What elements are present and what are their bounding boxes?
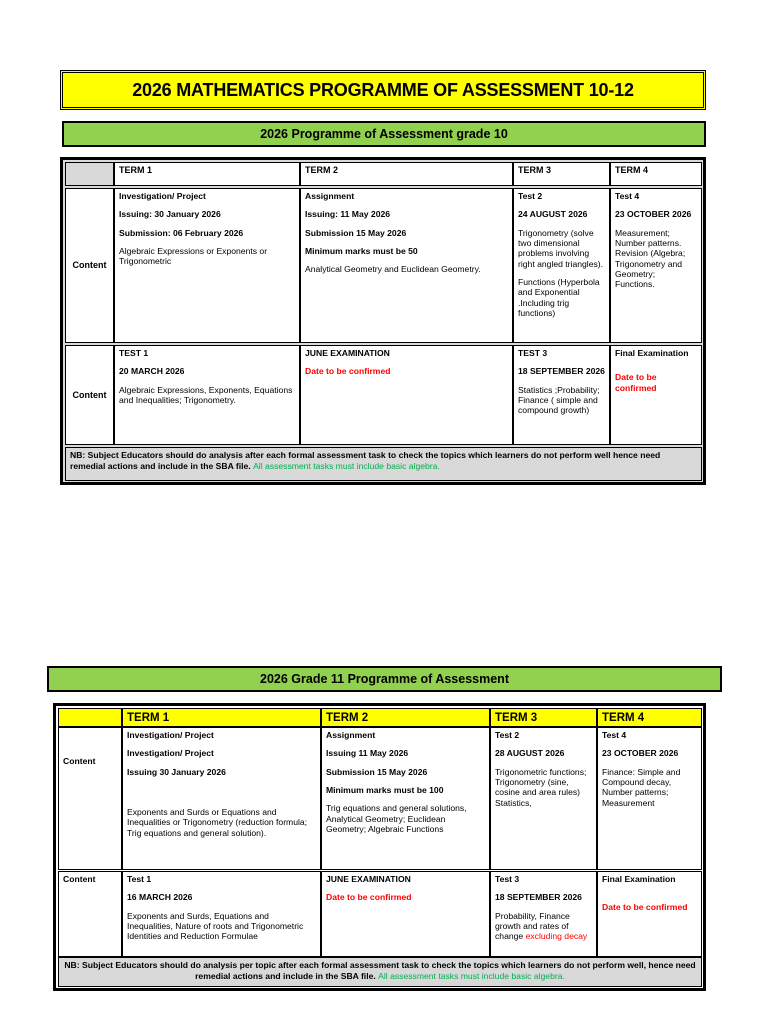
task-name: Final Examination [615,348,689,358]
submission-date: Submission: 06 February 2026 [119,227,244,238]
topics [495,911,592,942]
task-name: Test 2 [495,730,520,740]
task-name: Test 2 [518,191,543,201]
minimum-marks: Minimum marks must be 100 [326,784,444,795]
issue-date: Issuing: 30 January 2026 [119,209,221,220]
g11-term3-task [490,727,597,870]
g11-term1-test [122,871,321,957]
topics: Statistics ;Probability; Finance ( simple and compound growth) [518,384,600,416]
task-date: 23 OCTOBER 2026 [615,209,692,220]
date-note: Date to be confirmed [305,366,391,377]
task-date: 28 AUGUST 2026 [495,748,565,759]
task-name: Investigation/ Project [119,191,206,201]
topics: Algebraic Expressions, Exponents, Equations and Inequalities; Trigonometry. [119,384,293,405]
topics-excluded: excluding decay [525,931,588,942]
g11-term2-test [321,871,490,957]
task-name: Assignment [326,730,376,740]
task-date: 20 MARCH 2026 [119,366,185,377]
topics: Trigonometry (solve two dimensional problems involving right angled triangles). [518,227,604,269]
topics-2: Functions (Hyperbola and Exponential .Including trig functions) [518,276,600,318]
header-term2: TERM 2 [321,708,490,727]
task-name: TEST 3 [518,348,548,358]
topics: Exponents and Surds, Equations and Inequalities, Nature of roots and Trigonometric Identities and Reduction Formulae [127,910,304,942]
topics-text: Probability, Finance growth and rates of change [495,910,570,942]
g10-term4-task [610,188,702,343]
task-date: 18 SEPTEMBER 2026 [518,366,605,377]
task-name: TEST 1 [119,348,149,358]
header-term1: TERM 1 [122,708,321,727]
date-note: Date to be confirmed [326,892,412,903]
task-name: Test 1 [127,874,152,884]
g11-term3-test [490,871,597,957]
nb-text: NB: Subject Educators should do analysis per topic after each formal assessment task to check the topics which learners do not perform well, hence need remedial actions and include in the SBA file. [64,960,696,981]
g11-term4-task [597,727,702,870]
grade11-title: 2026 Grade 11 Programme of Assessment [47,666,722,692]
g10-term4-test [610,345,702,445]
topics: Algebraic Expressions or Exponents or Trigonometric [119,245,268,267]
task-name: Test 4 [602,730,627,740]
g10-term3-task [513,188,610,343]
topics: Finance: Simple and Compound decay, Number patterns; Measurement [602,766,681,808]
task-date: 16 MARCH 2026 [127,892,193,903]
g10-term2-task [300,188,513,343]
submission-date: Submission 15 May 2026 [326,766,428,777]
header-term3: TERM 3 [490,708,597,727]
g11-term1-task [122,727,321,870]
issue-date: Issuing: 11 May 2026 [305,209,391,220]
task-name: Assignment [305,191,355,201]
topics: Trig equations and general solutions, Analytical Geometry; Euclidean Geometry; Algebraic Functions [326,803,467,834]
grade10-table [60,157,706,485]
main-title: 2026 MATHEMATICS PROGRAMME OF ASSESSMENT 10-12 [60,70,706,110]
topics: Measurement; Number patterns. Revision (Algebra; Trigonometry and Geometry; Functions. [615,227,686,290]
topics: Trigonometric functions; Trigonometry (sine, cosine and area rules) Statistics, [495,766,587,808]
task-name-2: Investigation/ Project [127,748,214,759]
g11-nb-note [58,957,702,987]
issue-date: Issuing 30 January 2026 [127,766,226,777]
nb-text: NB: Subject Educators should do analysis after each formal assessment task to check the topics which learners do not perform well hence need remedial actions and include in the SBA file. [70,450,661,471]
header-blank [65,162,114,186]
row-label: Content [65,188,114,343]
grade10-title: 2026 Programme of Assessment grade 10 [62,121,706,147]
task-name: Investigation/ Project [127,730,214,740]
row-label-text: Content [63,756,96,766]
g10-term3-test [513,345,610,445]
header-term4: TERM 4 [597,708,702,727]
row-label-text: Content [63,874,96,884]
submission-date: Submission 15 May 2026 [305,227,407,238]
task-name: Test 3 [495,874,520,884]
grade11-table [53,703,706,991]
task-name: JUNE EXAMINATION [326,874,411,884]
g10-term1-test [114,345,300,445]
task-date: 23 OCTOBER 2026 [602,748,679,759]
row-label [58,727,122,870]
g11-term2-task [321,727,490,870]
nb-green-text: All assessment tasks must include basic algebra. [253,460,440,471]
row-label-2: Content [65,345,114,445]
date-note: Date to be confirmed [602,902,688,913]
nb-green-text: All assessment tasks must include basic algebra. [378,970,565,981]
g10-nb-note [65,447,702,481]
issue-date: Issuing 11 May 2026 [326,748,409,759]
date-note: Date to be confirmed [615,372,657,393]
header-term4: TERM 4 [610,162,702,186]
g10-term1-task [114,188,300,343]
task-name: Final Examination [602,874,676,884]
header-blank [58,708,122,727]
task-name: Test 4 [615,191,640,201]
header-term2: TERM 2 [300,162,513,186]
task-name: JUNE EXAMINATION [305,348,390,358]
row-label-2 [58,871,122,957]
topics: Exponents and Surds or Equations and Inequalities or Trigonometry (reduction formula; Trig equations and general solution). [127,806,308,838]
topics: Analytical Geometry and Euclidean Geometry. [305,264,481,275]
header-term3: TERM 3 [513,162,610,186]
header-term1: TERM 1 [114,162,300,186]
task-date: 24 AUGUST 2026 [518,209,588,220]
g10-term2-test [300,345,513,445]
minimum-marks: Minimum marks must be 50 [305,245,418,256]
task-date: 18 SEPTEMBER 2026 [495,892,582,903]
g11-term4-test [597,871,702,957]
